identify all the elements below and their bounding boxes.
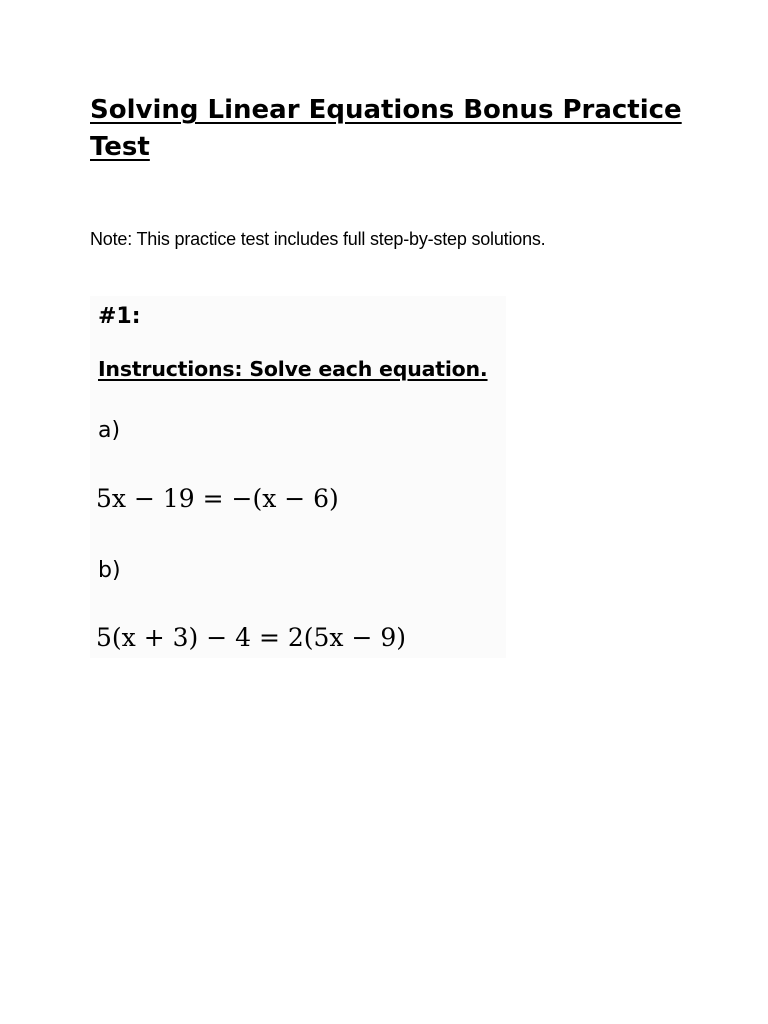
problem-image (90, 296, 506, 658)
part-b-label: b) (98, 558, 121, 583)
problem-number: #1: (98, 304, 141, 329)
document-title: Solving Linear Equations Bonus Practice Test (90, 95, 682, 162)
part-a-label: a) (98, 418, 121, 443)
part-a-equation: 5x − 19 = −(x − 6) (96, 484, 339, 513)
part-b-equation: 5(x + 3) − 4 = 2(5x − 9) (96, 623, 407, 652)
note-text: Note: This practice test includes full step-by-step solutions. (90, 229, 546, 249)
problem-instructions: Instructions: Solve each equation. (98, 357, 488, 381)
